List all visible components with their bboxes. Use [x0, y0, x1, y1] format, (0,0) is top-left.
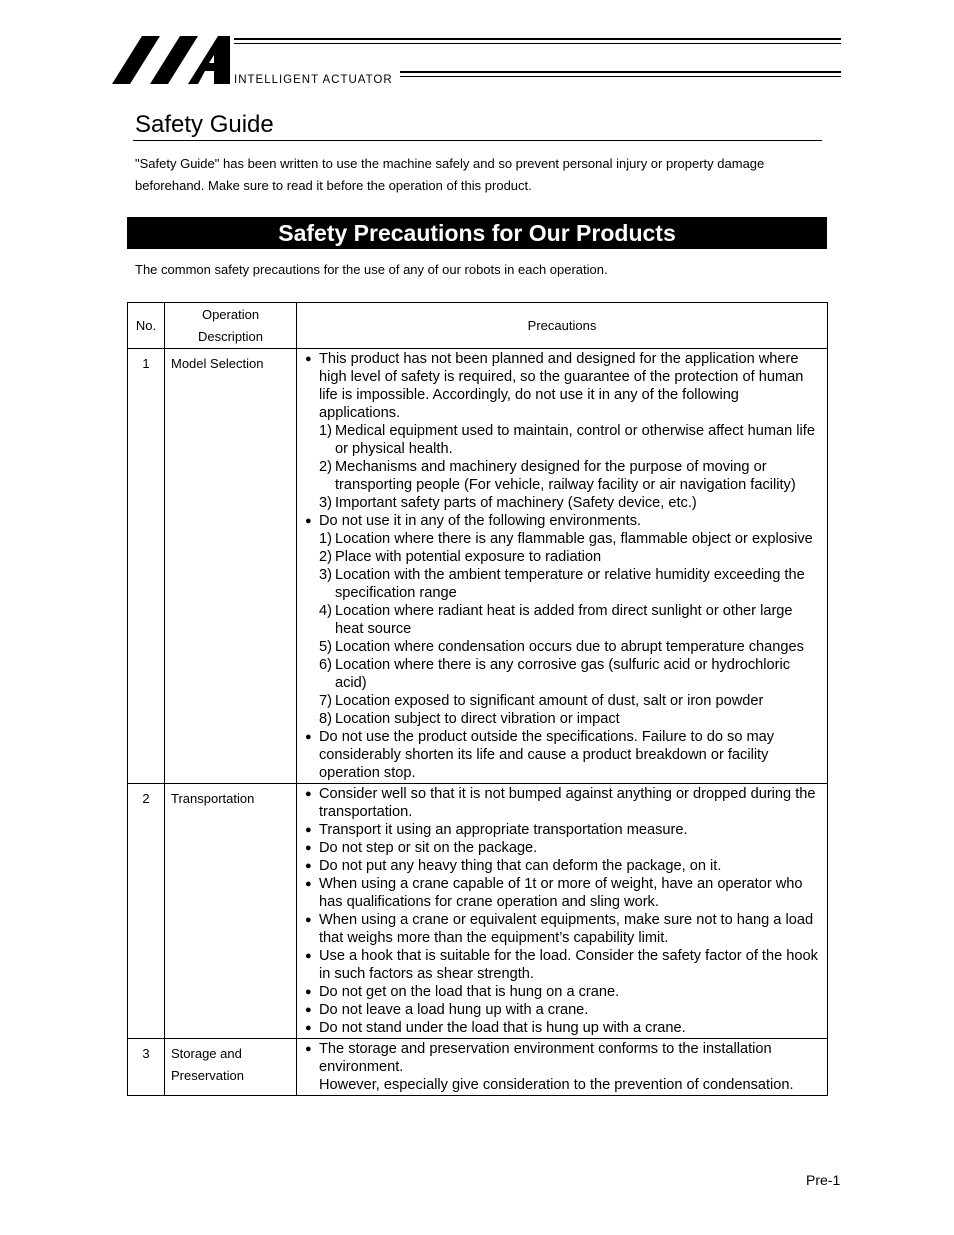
- page-title: Safety Guide: [135, 111, 274, 138]
- table-row: [128, 1039, 828, 1096]
- precaution-subitem: [305, 638, 821, 656]
- precaution-bullet: [305, 1019, 821, 1037]
- bullet-icon: ●: [305, 950, 312, 962]
- iai-logo: [112, 35, 232, 85]
- precaution-subitem: [305, 602, 821, 638]
- table-row: [128, 784, 828, 1039]
- brand-name: INTELLIGENT ACTUATOR: [234, 74, 393, 86]
- bullet-icon: ●: [305, 914, 312, 926]
- precaution-bullet: [305, 947, 821, 983]
- precaution-bullet: [305, 785, 821, 821]
- precaution-text: Important safety parts of machinery (Safety device, etc.): [335, 495, 697, 511]
- precaution-text: Do not step or sit on the package.: [319, 840, 538, 856]
- precaution-text: Transport it using an appropriate transportation measure.: [319, 822, 688, 838]
- subitem-number: 3): [319, 567, 332, 583]
- bullet-icon: ●: [305, 986, 312, 998]
- precaution-subitem: [305, 422, 821, 458]
- section-banner: Safety Precautions for Our Products: [127, 217, 827, 249]
- header-precautions: Precautions: [297, 303, 828, 349]
- precaution-text: Do not put any heavy thing that can deform the package, on it.: [319, 858, 722, 874]
- subitem-number: 8): [319, 711, 332, 727]
- subitem-number: 4): [319, 603, 332, 619]
- precaution-text: Medical equipment used to maintain, control or otherwise affect human life or physical health.: [335, 423, 815, 457]
- precaution-bullet: [305, 839, 821, 857]
- precaution-text: This product has not been planned and designed for the application where high level of safety is required, so the guarantee of the protection of human life is impossible. Accordingly, do not use it in any of the following applications.: [319, 351, 804, 421]
- precaution-text: Location exposed to significant amount of dust, salt or iron powder: [335, 693, 764, 709]
- header-rule-top-1: [234, 38, 841, 40]
- precaution-text: The storage and preservation environment conforms to the installation environment.: [319, 1041, 772, 1075]
- precaution-bullet: [305, 1040, 821, 1076]
- bullet-icon: ●: [305, 353, 312, 365]
- precaution-text: Consider well so that it is not bumped against anything or dropped during the transportation.: [319, 786, 816, 820]
- precaution-bullet: [305, 911, 821, 947]
- bullet-icon: ●: [305, 824, 312, 836]
- precaution-subitem: [305, 494, 821, 512]
- precaution-subitem: [305, 566, 821, 602]
- precautions-cell: [297, 1039, 828, 1096]
- precaution-text: Location where condensation occurs due to abrupt temperature changes: [335, 639, 804, 655]
- bullet-icon: ●: [305, 842, 312, 854]
- operation-description: Model Selection: [165, 349, 297, 784]
- subitem-number: 3): [319, 495, 332, 511]
- lead-text: The common safety precautions for the use of any of our robots in each operation.: [135, 262, 608, 277]
- precaution-text: Do not leave a load hung up with a crane.: [319, 1002, 589, 1018]
- header-rule-top-2: [234, 43, 841, 44]
- precautions-table: [127, 302, 828, 1096]
- precaution-subitem: [305, 458, 821, 494]
- precaution-text: Location where radiant heat is added from direct sunlight or other large heat source: [335, 603, 793, 637]
- precautions-cell: [297, 349, 828, 784]
- bullet-icon: ●: [305, 1004, 312, 1016]
- precaution-note: [305, 1076, 821, 1094]
- bullet-icon: ●: [305, 515, 312, 527]
- bullet-icon: ●: [305, 878, 312, 890]
- subitem-number: 7): [319, 693, 332, 709]
- subitem-number: 6): [319, 657, 332, 673]
- precaution-bullet: [305, 983, 821, 1001]
- header-no: No.: [128, 303, 165, 349]
- precaution-subitem: [305, 656, 821, 692]
- precaution-bullet: [305, 857, 821, 875]
- bullet-icon: ●: [305, 731, 312, 743]
- precaution-text: Location where there is any corrosive gas (sulfuric acid or hydrochloric acid): [335, 657, 791, 691]
- precaution-text: However, especially give consideration to the prevention of condensation.: [319, 1077, 794, 1093]
- header-rule-bottom-2: [400, 76, 841, 77]
- table-row: [128, 349, 828, 784]
- page-number: Pre-1: [806, 1172, 841, 1188]
- precaution-subitem: [305, 692, 821, 710]
- precaution-text: Location subject to direct vibration or impact: [335, 711, 620, 727]
- precaution-bullet: [305, 1001, 821, 1019]
- precaution-bullet: [305, 875, 821, 911]
- header-rule-bottom-1: [400, 71, 841, 73]
- intro-text: "Safety Guide" has been written to use the machine safely and so prevent personal injury or property damage beforehand. Make sure to read it before the operation of this product.: [135, 156, 765, 193]
- row-number: 2: [128, 784, 165, 1039]
- precaution-text: When using a crane capable of 1t or more of weight, have an operator who has qualifications for crane operation and sling work.: [319, 876, 803, 910]
- precaution-subitem: [305, 548, 821, 566]
- precaution-bullet: [305, 350, 821, 422]
- precaution-text: When using a crane or equivalent equipments, make sure not to hang a load that weighs more than the equipment’s capability limit.: [319, 912, 814, 946]
- row-number: 3: [128, 1039, 165, 1096]
- bullet-icon: ●: [305, 788, 312, 800]
- subitem-number: 2): [319, 549, 332, 565]
- precaution-bullet: [305, 728, 821, 782]
- precaution-subitem: [305, 530, 821, 548]
- bullet-icon: ●: [305, 1043, 312, 1055]
- title-rule: [133, 140, 822, 141]
- precaution-subitem: [305, 710, 821, 728]
- subitem-number: 2): [319, 459, 332, 475]
- bullet-icon: ●: [305, 1022, 312, 1034]
- precautions-cell: [297, 784, 828, 1039]
- precaution-text: Do not stand under the load that is hung up with a crane.: [319, 1020, 686, 1036]
- subitem-number: 1): [319, 531, 332, 547]
- precaution-text: Mechanisms and machinery designed for the purpose of moving or transporting people (For vehicle, railway facility or air navigation facility): [335, 459, 796, 493]
- precaution-text: Do not use it in any of the following environments.: [319, 513, 642, 529]
- precaution-bullet: [305, 821, 821, 839]
- precaution-text: Location where there is any flammable gas, flammable object or explosive: [335, 531, 813, 547]
- subitem-number: 5): [319, 639, 332, 655]
- operation-description: Storage and Preservation: [165, 1039, 297, 1096]
- precaution-text: Use a hook that is suitable for the load. Consider the safety factor of the hook in such factors as shear strength.: [319, 948, 818, 982]
- precaution-bullet: [305, 512, 821, 530]
- header-operation: Operation Description: [165, 303, 297, 349]
- precaution-text: Location with the ambient temperature or relative humidity exceeding the specification range: [335, 567, 805, 601]
- subitem-number: 1): [319, 423, 332, 439]
- operation-description: Transportation: [165, 784, 297, 1039]
- bullet-icon: ●: [305, 860, 312, 872]
- row-number: 1: [128, 349, 165, 784]
- precaution-text: Do not use the product outside the specifications. Failure to do so may considerably shorten its life and cause a product breakdown or facility operation stop.: [319, 729, 775, 781]
- precaution-text: Do not get on the load that is hung on a crane.: [319, 984, 620, 1000]
- precaution-text: Place with potential exposure to radiation: [335, 549, 602, 565]
